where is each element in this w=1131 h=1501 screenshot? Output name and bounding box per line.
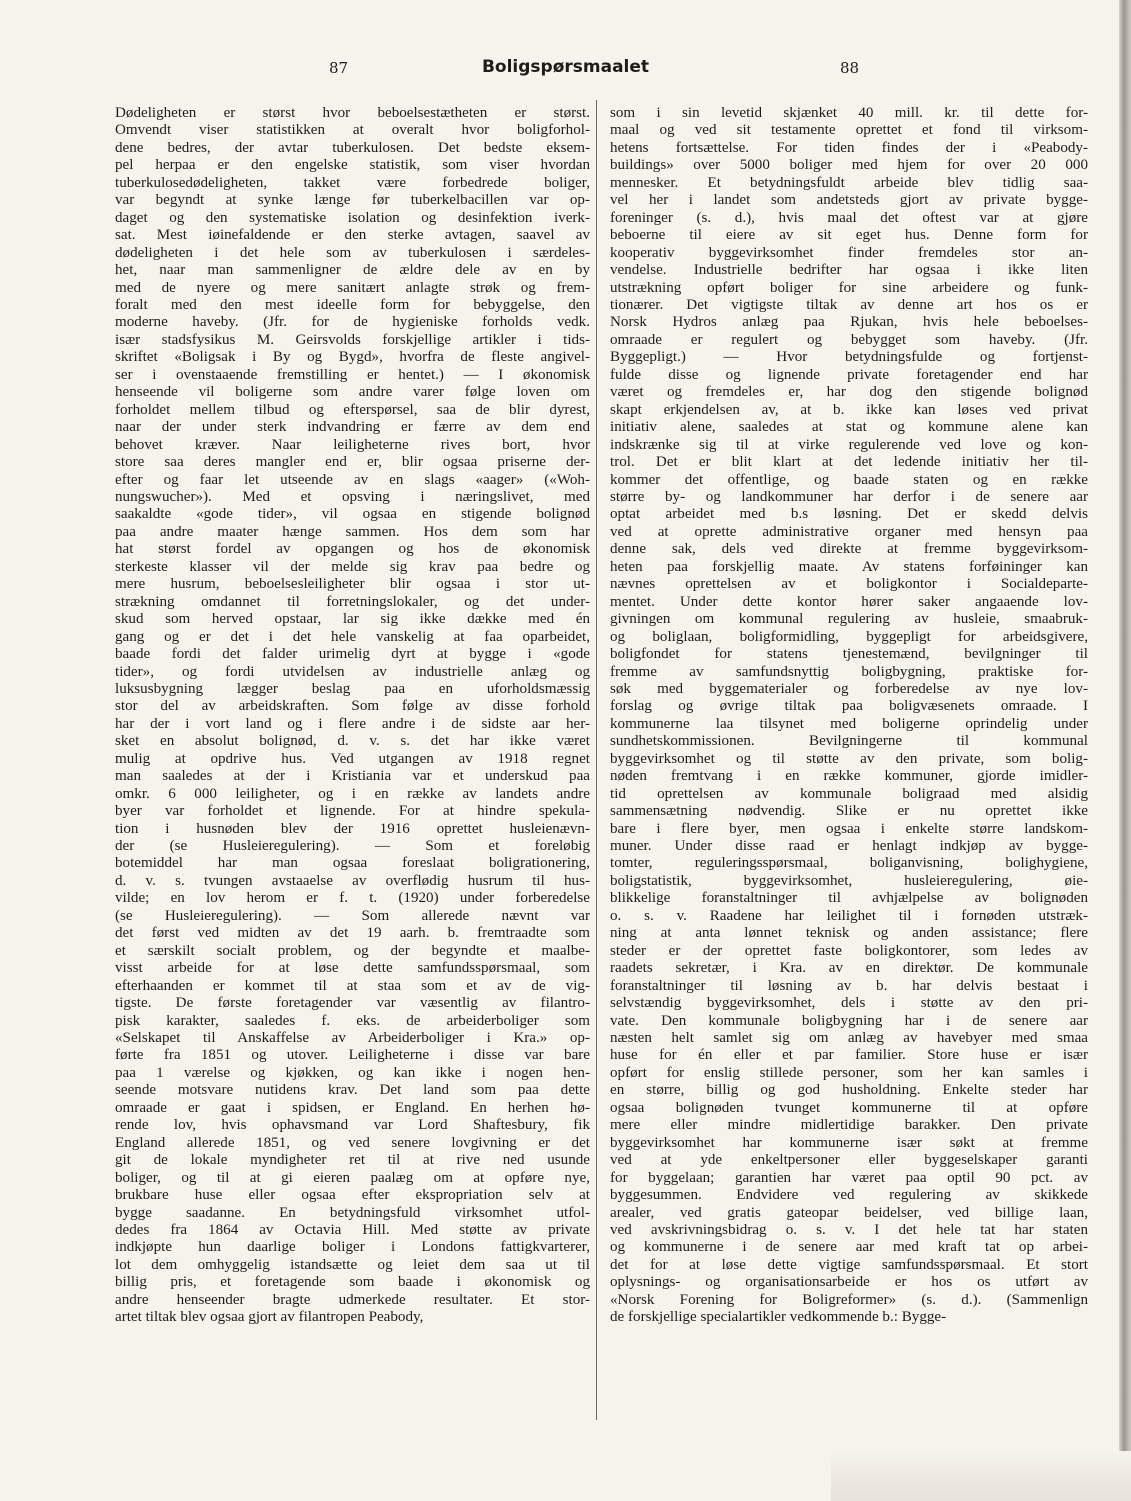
text-line: andre henseender bragte udmerkede resultater. Et stor- — [115, 1291, 590, 1308]
text-line: luksusbygning lægger beslag paa en uforholdsmæssig — [115, 680, 590, 697]
text-line: artet tiltak blev ogsaa gjort av filantropen Peabody, — [115, 1309, 424, 1326]
text-line: sterkeste klasser vil der melde sig krav paa bedre og — [115, 558, 590, 575]
text-line: hat størst fordel av opgangen og hos de økonomisk — [115, 541, 590, 558]
text-line: ved at oprette administrative organer med hensyn paa — [610, 523, 1088, 540]
text-line: forslag og øvrige tiltak paa boligvæsenets omraade. I — [610, 698, 1088, 715]
text-line: var begyndt at synke længe før tuberkelbacillen var op- — [115, 192, 590, 209]
text-line: har der i vort land og i flere andre i de sidste aar her- — [115, 715, 590, 732]
text-line: de forskjellige specialartikler vedkommende b.: Bygge- — [610, 1309, 947, 1326]
text-line: rende lov, hvis ophavsmand var Lord Shaftesbury, fik — [115, 1117, 590, 1134]
text-line: et særskilt socialt problem, og der begyndte et maalbe- — [115, 942, 590, 959]
text-line: førte fra 1851 og utover. Leiligheterne i disse var bare — [115, 1047, 590, 1064]
text-line: næsten helt samlet sig om anlæg av havebyer med smaa — [610, 1030, 1088, 1047]
text-line: brukbare huse eller ogsaa efter ekspropriation selv at — [115, 1187, 590, 1204]
text-line: optat arbeidet med b.s løsning. Det er skedd delvis — [610, 506, 1088, 523]
text-line: omraade er regulert og bebygget som haveby. (Jfr. — [610, 331, 1088, 348]
text-line: bare i flere byer, men ogsaa i enkelte større landskom- — [610, 820, 1088, 837]
text-line: seende motsvare nutidens krav. Det land som paa dette — [115, 1082, 590, 1099]
text-line: byggesummen. Endvidere ved regulering av skikkede — [610, 1187, 1088, 1204]
text-line: tuberkulosedødeligheten, takket være forbedrede boliger, — [115, 174, 590, 191]
text-line: henseende vil boligerne som andre varer følge loven om — [115, 384, 590, 401]
text-line: ved avskrivningsbidrag o. s. v. I det hele tat har staten — [610, 1222, 1088, 1238]
text-line: moderne haveby. (Jfr. for de hygieniske forholds vedk. — [115, 314, 590, 331]
text-line: søk med byggematerialer og forberedelse av nye lov- — [610, 680, 1088, 697]
text-line: strækning omdannet til forretningslokaler, og det under- — [115, 593, 590, 610]
text-line: opført for enslig stillede personer, som her kan samles i — [610, 1064, 1088, 1081]
running-title: Boligspørsmaalet — [481, 57, 650, 77]
text-line: byer var forholdet et lignende. For at hindre spekula- — [115, 803, 590, 820]
text-line: en større, billig og god husholdning. Enkelte steder har — [610, 1082, 1088, 1099]
text-line: arealer, ved gratis gateopar beidelser, ved billige laan, — [610, 1204, 1088, 1221]
text-line: Byggepligt.) — Hvor betydningsfulde og fortjenst- — [610, 349, 1088, 366]
text-line: givningen om kommunal regulering av husleie, smaabruk- — [610, 611, 1088, 628]
text-line: baade fordi det falder urimelig dyrt at bygge i «gode — [115, 646, 590, 663]
text-line: saakaldte «gode tider», vil ogsaa en stigende bolignød — [115, 506, 590, 523]
text-line: het, naar man sammenligner de ældre dele av en by — [115, 262, 590, 279]
left-text-column — [115, 105, 590, 1327]
text-line: initiativ alene, saaledes at stat og kommune alene kan — [610, 419, 1088, 436]
text-line: og boliglaan, boligformidling, byggepligt for arbeidsgivere, — [610, 628, 1088, 645]
text-line: nungswucher»). Med et opsving i næringslivet, med — [115, 488, 590, 505]
text-line: ser i ovenstaaende fremstilling er hentet.) — I økonomisk — [115, 366, 590, 383]
text-line: større by- og landkommuner har derfor i de senere aar — [610, 488, 1088, 505]
text-line: buildings» over 5000 boliger med hjem for over 20 000 — [610, 157, 1088, 174]
text-line: muner. Under disse raad er henlagt indkjøp av bygge- — [610, 838, 1088, 855]
text-line: maal og ved sit testamente oprettet et fond til virksom- — [610, 122, 1088, 139]
text-line: kommer det offentlige, og baade staten og en række — [610, 471, 1088, 488]
book-binding-edge — [1119, 0, 1131, 1501]
text-line: fulde disse og lignende private foretagender end har — [610, 366, 1088, 383]
text-line: boligstatistik, byggevirksomhet, husleieregulering, øie- — [610, 872, 1088, 889]
text-line: steder er der oprettet faste boligkontorer, som ledes av — [610, 942, 1088, 959]
text-line: skapt erkjendelsen av, at b. ikke kan løses ved privat — [610, 401, 1088, 418]
text-line: vel her i landet som andetsteds gjort av private bygge- — [610, 192, 1088, 209]
text-line: (se Husleieregulering). — Som allerede nævnt var — [115, 907, 590, 924]
text-line: vilde; en lov herom er f. t. (1920) under forberedelse — [115, 890, 590, 907]
text-line: det for at løse dette vigtige samfundsspørsmaal. Et stort — [610, 1256, 1088, 1273]
text-line: det først ved midten av det 19 aarh. b. fremtraadte som — [115, 925, 590, 942]
text-line: Norsk Hydros anlæg paa Rjukan, hvis hele beboelses- — [610, 314, 1088, 331]
right-text-column — [610, 105, 1088, 1327]
left-page-number: 87 — [329, 59, 349, 77]
text-line: bygge saadanne. En betydningsfuld virksomhet utfol- — [115, 1204, 590, 1221]
text-line: dødeligheten i det hele som av tuberkulosen i særdeles- — [115, 244, 590, 261]
text-line: o. s. v. Raadene har leilighet til i fornøden utstræk- — [610, 907, 1088, 924]
text-line: naar der under sterk indvandring er færre av dem end — [115, 419, 590, 436]
text-line: omkr. 6 000 leiligheter, og i en række av landets andre — [115, 785, 590, 802]
text-line: vendelse. Industrielle bedrifter har ogsaa i ikke liten — [610, 262, 1088, 279]
text-line: tider», og fordi utvidelsen av industrielle anlæg og — [115, 663, 590, 680]
text-line: mere husrum, beboelsesleiligheter blir ogsaa i stor ut- — [115, 576, 590, 593]
text-line: tid oprettelsen av kommunale boligraad med alsidig — [610, 785, 1088, 802]
text-line: mulig at opdrive hus. Ved utgangen av 1918 regnet — [115, 750, 590, 767]
text-line: mentet. Under dette kontor hører saker angaaende lov- — [610, 593, 1088, 610]
text-line: store saa deres mangler end er, blir ogsaa priserne der- — [115, 454, 590, 471]
text-line: visst arbeide for at løse dette samfundsspørsmaal, som — [115, 960, 590, 977]
text-line: d. v. s. tvungen avstaaelse av overflødig husrum til hus- — [115, 872, 590, 889]
text-line: vate. Den kommunale boligbygning har i de senere aar — [610, 1012, 1088, 1029]
text-line: raadets sekretær, i Kra. av en direktør. De kommunale — [610, 960, 1088, 977]
text-line: tionærer. Det vigtigste tiltak av denne art hos os er — [610, 296, 1088, 313]
text-line: nævnes oprettelsen av et boligkontor i Socialdeparte- — [610, 576, 1088, 593]
text-line: daget og den systematiske isolation og desinfektion iverk- — [115, 209, 590, 226]
text-line: billig pris, et foretagende som baade i økonomisk og — [115, 1274, 590, 1291]
text-line: skud som herved opstaar, lar sig ikke dække med én — [115, 611, 590, 628]
text-line: Omvendt viser statistikken at overalt hvor boligforhol- — [115, 122, 590, 139]
text-line: fremme av samfundsnyttig boligbygning, praktiske for- — [610, 663, 1088, 680]
text-line: ogsaa bolignøden tvunget kommunerne til at opføre — [610, 1099, 1088, 1116]
text-line: sket en absolut bolignød, d. v. s. det har ikke været — [115, 733, 590, 750]
text-line: stor del av arbeidskraften. Som følge av disse forhold — [115, 698, 590, 715]
text-line: kommunerne laa tilsynet med boligerne oprindelig under — [610, 715, 1088, 732]
text-line: mennesker. Et betydningsfuldt arbeide blev tidlig saa- — [610, 174, 1088, 191]
text-line: selvstændig byggevirksomhet, dels i støtte av den pri- — [610, 995, 1088, 1012]
text-line: sat. Mest iøinefaldende er den sterke avtagen, saavel av — [115, 227, 590, 244]
text-line: kooperativ byggevirksomhet finder fremdeles stor an- — [610, 244, 1088, 261]
text-line: byggevirksomhet og til støtte av den private, som bolig- — [610, 750, 1088, 767]
text-line: pisk karakter, saaledes f. eks. de arbeiderboliger som — [115, 1012, 590, 1029]
text-line: behovet kræver. Naar leiligheterne rives bort, hvor — [115, 436, 590, 453]
text-line: git de lokale myndigheter ret til at rive ned usunde — [115, 1152, 590, 1169]
page-corner — [831, 1451, 1131, 1501]
text-line: blikkelige foranstaltninger til avhjælpelse av bolignøden — [610, 890, 1088, 907]
text-line: boligfondet for statens tjenestemænd, bevilgninger til — [610, 646, 1088, 663]
text-line: oplysnings- og organisationsarbeide er hos os utført av — [610, 1274, 1088, 1291]
text-line: været og fremdeles er, har dog den stigende bolignød — [610, 384, 1088, 401]
text-line: botemiddel har man ogsaa foreslaat boligrationering, — [115, 855, 590, 872]
right-page-number: 88 — [840, 59, 860, 77]
text-line: tomter, reguleringsspørsmaal, boliganvisning, bolighygiene, — [610, 855, 1088, 872]
text-line: indskrænke sig til at virke regulerende ved love og kon- — [610, 436, 1088, 453]
page-header — [0, 55, 1131, 85]
text-line: heten paa forskjellig maate. Av statens forføininger kan — [610, 558, 1088, 575]
text-line: forholdet mellem tilbud og efterspørsel, saa de blir dyrest, — [115, 401, 590, 418]
text-line: pel herpaa er den engelske statistik, som viser hvordan — [115, 157, 590, 174]
text-line: ved at yde enkeltpersoner eller byggeselskaper garanti — [610, 1152, 1088, 1169]
text-line: efterhaanden er kommet til at staa som et av de vig- — [115, 977, 590, 994]
text-line: med de nyere og mere sanitært anlagte strøk og frem- — [115, 279, 590, 296]
text-line: dedes fra 1864 av Octavia Hill. Med støtte av private — [115, 1222, 590, 1238]
text-line: paa 1 værelse og kjøkken, og kan ikke i nogen hen- — [115, 1064, 590, 1081]
text-line: foranstaltninger til løsning av b. har delvis bestaat i — [610, 977, 1088, 994]
text-line: efter og faar let utseende av en slags «aager» («Woh- — [115, 471, 590, 488]
text-line: dene bedres, der avtar tuberkulosen. Det bedste eksem- — [115, 139, 590, 156]
text-line: trol. Det er blit klart at det ledende initiativ her til- — [610, 454, 1088, 471]
text-line: denne sak, dels ved direkte at fremme byggevirksom- — [610, 541, 1088, 558]
text-line: tion i husnøden blev der 1916 oprettet husleienævn- — [115, 820, 590, 837]
text-line: paa andre maater hænge sammen. Hos dem som har — [115, 523, 590, 540]
text-line: sammensætning nødvendig. Slike er nu oprettet ikke — [610, 803, 1088, 820]
text-line: foreninger (s. d.), hvis maal det oftest var at gjøre — [610, 209, 1088, 226]
text-line: Dødeligheten er størst hvor beboelsestætheten er størst. — [115, 105, 590, 121]
text-line: England allerede 1851, og ved senere lovgivning er det — [115, 1134, 590, 1151]
text-line: tigste. De første foretagender var væsentlig av filantro- — [115, 995, 590, 1012]
text-line: boliger, og til at gi eieren paalæg om at opføre nye, — [115, 1169, 590, 1186]
text-line: «Selskapet til Anskaffelse av Arbeiderboliger i Kra.» op- — [115, 1030, 590, 1047]
text-line: hetens fortsættelse. For tiden findes der i «Peabody- — [610, 139, 1088, 156]
text-line: sundhetskommissionen. Bevilgningerne til kommunal — [610, 733, 1088, 750]
text-line: gang og er det i det hele vanskelig at faa oparbeidet, — [115, 628, 590, 645]
text-line: «Norsk Forening for Boligreformer» (s. d.). (Sammenlign — [610, 1291, 1088, 1308]
text-line: lot dem omhyggelig istandsætte og leiet dem saa ut til — [115, 1256, 590, 1273]
text-line: man saaledes at der i Kristiania var et underskud paa — [115, 768, 590, 785]
text-line: omraade er gaat i spidsen, er England. En herhen hø- — [115, 1099, 590, 1116]
text-line: beboerne til eiere av sit eget hus. Denne form for — [610, 227, 1088, 244]
text-line: nøden fremtvang i en række kommuner, gjorde imidler- — [610, 768, 1088, 785]
text-line: foralt med den mest ideelle form for bebyggelse, den — [115, 296, 590, 313]
text-line: indkjøpte hun daarlige boliger i Londons fattigkvarterer, — [115, 1239, 590, 1256]
text-line: mere eller mindre midlertidige barakker. Den private — [610, 1117, 1088, 1134]
text-line: som i sin levetid skjænket 40 mill. kr. til dette for- — [610, 105, 1088, 121]
text-line: for byggelaan; garantien har været paa optil 90 pct. av — [610, 1169, 1088, 1186]
text-line: især stadsfysikus M. Geirsvolds forskjellige artikler i tids- — [115, 331, 590, 348]
text-line: byggevirksomhet har kommunerne især søkt at fremme — [610, 1134, 1088, 1151]
column-divider — [596, 100, 597, 1420]
text-line: ning at anta lønnet teknisk og anden assistance; flere — [610, 925, 1088, 942]
text-line: og kommunerne i de senere aar med kraft tat op arbei- — [610, 1239, 1088, 1256]
text-line: skriftet «Boligsak i By og Bygd», hvorfra de fleste angivel- — [115, 349, 590, 366]
text-line: der (se Husleieregulering). — Som et foreløbig — [115, 838, 590, 855]
text-line: utstrækning opført boliger for sine arbeidere og funk- — [610, 279, 1088, 296]
text-line: huse for én eller et par familier. Store huse er især — [610, 1047, 1088, 1064]
